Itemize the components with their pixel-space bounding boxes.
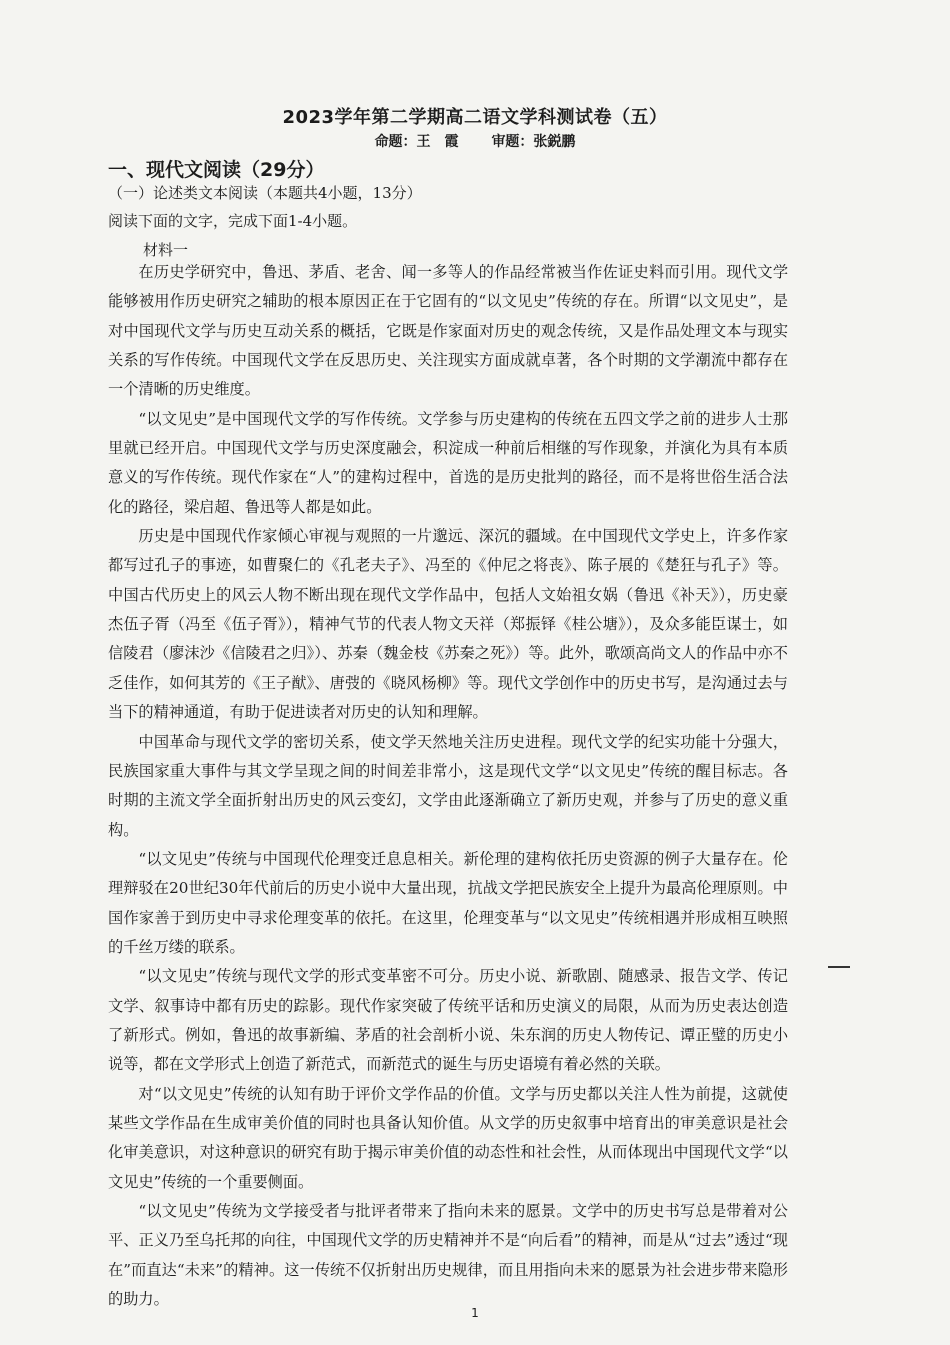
paragraph: “以文见史”传统与中国现代伦理变迁息息相关。新伦理的建构依托历史资源的例子大量存在。伦理辩驳在20世纪30年代前后的历史小说中大量出现，抗战文学把民族安全上提升为最高伦理原则。中国作家善于到历史中寻求伦理变革的依托。在这里，伦理变革与“以文见史”传统相遇并形成相互映照的千丝万缕的联系。 (108, 849, 788, 956)
exam-title: 2023学年第二学期高二语文学科测试卷（五） (282, 107, 668, 128)
section-heading: 一、现代文阅读（29分） (108, 159, 325, 181)
paragraph: “以文见史”传统与现代文学的形式变革密不可分。历史小说、新歌剧、随感录、报告文学、传记文学、叙事诗中都有历史的踪影。现代作家突破了传统平话和历史演义的局限，从而为历史表达创造了新形式。例如，鲁迅的故事新编、茅盾的社会剖析小说、朱东润的历史人物传记、谭正璧的历史小说等，都在文学形式上创造了新范式，而新范式的诞生与历史语境有着必然的关联。 (108, 967, 788, 1074)
margin-mark (828, 966, 850, 968)
paragraph: 对“以文见史”传统的认知有助于评价文学作品的价值。文学与历史都以关注人性为前提，这就使某些文学作品在生成审美价值的同时也具备认知价值。从文学的历史叙事中培育出的审美意识是社会化审美意识，对这种意识的研究有助于揭示审美价值的动态性和社会性，从而体现出中国现代文学“以文见史”传统的一个重要侧面。 (108, 1084, 788, 1191)
material-label: 材料一 (143, 241, 189, 259)
page-number: 1 (471, 1306, 479, 1320)
paragraph: “以文见史”是中国现代文学的写作传统。文学参与历史建构的传统在五四文学之前的进步人士那里就已经开启。中国现代文学与历史深度融会，积淀成一种前后相继的写作现象，并演化为具有本质意义的写作传统。现代作家在“人”的建构过程中，首选的是历史批判的路径，而不是将世俗生活合法化的路径，梁启超、鲁迅等人都是如此。 (108, 409, 788, 516)
paragraph: “以文见史”传统为文学接受者与批评者带来了指向未来的愿景。文学中的历史书写总是带着对公平、正义乃至乌托邦的向往，中国现代文学的历史精神并不是“向后看”的精神，而是从“过去”透过“现在”而直达“未来”的精神。这一传统不仅折射出历史规律，而且用指向未来的愿景为社会进步带来隐形的助力。 (108, 1202, 788, 1309)
author-line (0, 131, 950, 151)
paragraph: 中国革命与现代文学的密切关系，使文学天然地关注历史进程。现代文学的纪实功能十分强大，民族国家重大事件与其文学呈现之间的时间差非常小，这是现代文学“以文见史”传统的醒目标志。各时期的主流文学全面折射出历史的风云变幻，文学由此逐渐确立了新历史观，并参与了历史的意义重构。 (108, 732, 788, 839)
subsection-heading: （一）论述类文本阅读（本题共4小题，13分） (108, 184, 422, 202)
paragraph: 历史是中国现代作家倾心审视与观照的一片邈远、深沉的疆域。在中国现代文学史上，许多作家都写过孔子的事迹，如曹聚仁的《孔老夫子》、冯至的《仲尼之将丧》、陈子展的《楚狂与孔子》等。中国古代历史上的风云人物不断出现在现代文学作品中，包括人文始祖女娲（鲁迅《补天》），历史豪杰伍子胥（冯至《伍子胥》），精神气节的代表人物文天祥（郑振铎《桂公塘》），及众多能臣谋士，如信陵君（廖沫沙《信陵君之归》）、苏秦（魏金枝《苏秦之死》）等。此外，歌颂高尚文人的作品中亦不乏佳作，如何其芳的《王子猷》、唐弢的《晓风杨柳》等。现代文学创作中的历史书写，是沟通过去与当下的精神通道，有助于促进读者对历史的认知和理解。 (108, 527, 788, 722)
reading-passage (108, 258, 788, 1314)
setter-label: 命题：王 霞 (374, 134, 459, 150)
reviewer-label: 审题：张鋭鹏 (491, 134, 576, 150)
instruction-text: 阅读下面的文字，完成下面1-4小题。 (108, 212, 358, 230)
paragraph: 在历史学研究中，鲁迅、茅盾、老舍、闻一多等人的作品经常被当作佐证史料而引用。现代文学能够被用作历史研究之辅助的根本原因正在于它固有的“以文见史”传统的存在。所谓“以文见史”，是对中国现代文学与历史互动关系的概括，它既是作家面对历史的观念传统，又是作品处理文本与现实关系的写作传统。中国现代文学在反思历史、关注现实方面成就卓著，各个时期的文学潮流中都存在一个清晰的历史维度。 (108, 263, 788, 399)
